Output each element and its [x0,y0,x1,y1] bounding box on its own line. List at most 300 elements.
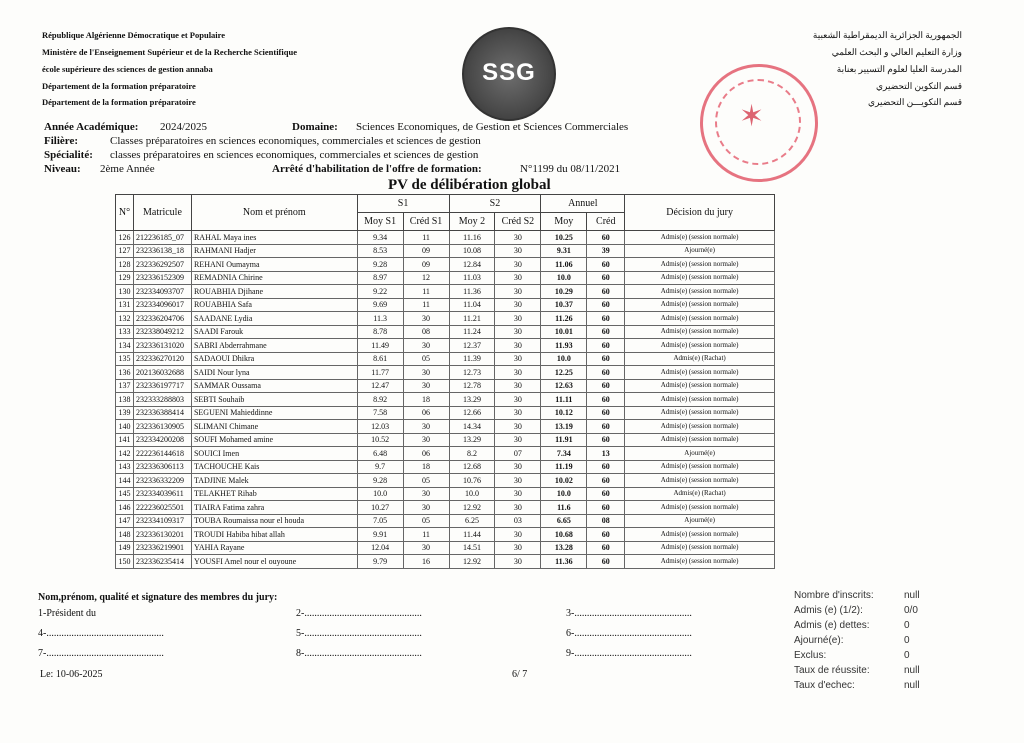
row-nom: SABRI Abderrahmane [191,339,357,353]
stat-value: 0/0 [904,605,918,616]
row-cred-s2: 30 [495,352,541,366]
row-num: 132 [116,312,134,326]
row-cred-s1: 11 [403,528,449,542]
row-moy-s2: 12.66 [449,406,495,420]
row-decision: Admis(e) (session normale) [625,420,775,434]
row-moy-s2: 8.2 [449,447,495,461]
stat-label: Admis (e) dettes: [794,620,870,631]
row-moy: 11.36 [541,555,587,569]
header-department-2: Département de la formation préparatoire [42,97,196,107]
school-logo [462,27,556,121]
row-moy: 11.19 [541,460,587,474]
niveau-value: 2ème Année [100,163,155,175]
row-cred-s1: 11 [403,298,449,312]
stat-label: Exclus: [794,650,827,661]
row-moy: 11.26 [541,312,587,326]
row-cred-s1: 05 [403,514,449,528]
stat-value: null [904,590,920,601]
row-moy-s2: 11.39 [449,352,495,366]
row-num: 140 [116,420,134,434]
row-cred: 13 [587,447,625,461]
row-moy: 7.34 [541,447,587,461]
row-moy: 10.0 [541,271,587,285]
row-cred-s1: 11 [403,285,449,299]
row-moy-s2: 12.68 [449,460,495,474]
row-cred: 60 [587,420,625,434]
row-cred: 60 [587,474,625,488]
row-cred-s2: 07 [495,447,541,461]
row-matricule: 232336388414 [133,406,191,420]
row-cred-s1: 30 [403,420,449,434]
row-moy-s1: 9.69 [357,298,403,312]
row-moy-s2: 12.78 [449,379,495,393]
row-moy-s1: 9.34 [357,231,403,245]
row-cred: 39 [587,244,625,258]
row-nom: SAADI Farouk [191,325,357,339]
row-decision: Admis(e) (session normale) [625,285,775,299]
row-moy-s2: 14.34 [449,420,495,434]
col-matricule: Matricule [133,195,191,231]
row-moy-s1: 10.0 [357,487,403,501]
row-cred-s2: 30 [495,231,541,245]
row-decision: Admis(e) (session normale) [625,433,775,447]
row-decision: Admis(e) (session normale) [625,460,775,474]
row-cred-s1: 09 [403,244,449,258]
row-num: 146 [116,501,134,515]
stat-label: Ajourné(e): [794,635,844,646]
row-moy-s2: 12.73 [449,366,495,380]
stat-value: null [904,665,920,676]
row-moy-s1: 9.28 [357,258,403,272]
header-ar-school: المدرسة العليا لعلوم التسيير بعنابة [836,64,962,74]
table-row [116,528,775,542]
row-cred-s2: 30 [495,298,541,312]
row-cred: 60 [587,339,625,353]
row-cred-s1: 30 [403,379,449,393]
row-moy-s2: 12.84 [449,258,495,272]
row-num: 145 [116,487,134,501]
row-moy: 11.11 [541,393,587,407]
row-decision: Admis(e) (session normale) [625,393,775,407]
col-annuel: Annuel [541,195,625,213]
stat-value: 0 [904,650,910,661]
row-decision: Ajourné(e) [625,244,775,258]
col-moy-2: Moy 2 [449,213,495,231]
annee-value: 2024/2025 [160,121,208,133]
row-num: 137 [116,379,134,393]
row-moy-s1: 11.49 [357,339,403,353]
row-nom: SLIMANI Chimane [191,420,357,434]
table-row [116,501,775,515]
row-cred-s1: 08 [403,325,449,339]
row-cred-s2: 30 [495,555,541,569]
row-matricule: 232336204706 [133,312,191,326]
col-cred-s1: Créd S1 [403,213,449,231]
header-department: Département de la formation préparatoire [42,81,196,91]
row-num: 127 [116,244,134,258]
row-cred-s2: 30 [495,258,541,272]
row-nom: TOUBA Roumaissa nour el houda [191,514,357,528]
row-moy: 11.06 [541,258,587,272]
row-moy: 10.25 [541,231,587,245]
niveau-label: Niveau: [44,163,81,175]
row-num: 129 [116,271,134,285]
col-decision: Décision du jury [625,195,775,231]
table-row [116,379,775,393]
row-moy: 10.37 [541,298,587,312]
header-ar-ministry: وزارة التعليم العالي و البحث العلمي [831,47,962,57]
jury-line-9: 9-............................................... [566,648,692,659]
table-row [116,285,775,299]
row-moy: 10.02 [541,474,587,488]
row-decision: Admis(e) (session normale) [625,528,775,542]
filiere-value: Classes préparatoires en sciences economiques, commerciales et sciences de gestion [110,135,481,147]
row-moy-s1: 8.78 [357,325,403,339]
row-moy: 9.31 [541,244,587,258]
row-num: 147 [116,514,134,528]
stat-label: Taux de réussite: [794,665,870,676]
row-cred-s1: 16 [403,555,449,569]
row-moy: 13.19 [541,420,587,434]
row-moy: 10.29 [541,285,587,299]
row-cred-s1: 18 [403,460,449,474]
row-cred-s2: 30 [495,393,541,407]
row-matricule: 232338049212 [133,325,191,339]
row-nom: SEGUENI Mahieddinne [191,406,357,420]
row-num: 150 [116,555,134,569]
table-row [116,555,775,569]
row-decision: Admis(e) (Rachat) [625,352,775,366]
arrete-label: Arrêté d'habilitation de l'offre de formation: [272,163,482,175]
row-cred-s2: 30 [495,244,541,258]
row-moy-s2: 11.16 [449,231,495,245]
row-moy: 6.65 [541,514,587,528]
row-cred: 60 [587,312,625,326]
row-cred: 60 [587,231,625,245]
row-num: 135 [116,352,134,366]
row-matricule: 232334039611 [133,487,191,501]
logo-text: SSG [482,59,536,86]
table-row [116,352,775,366]
row-cred-s1: 30 [403,541,449,555]
table-row [116,339,775,353]
row-matricule: 232336219901 [133,541,191,555]
row-nom: ROUABHIA Djihane [191,285,357,299]
row-moy-s2: 11.21 [449,312,495,326]
row-matricule: 232336152309 [133,271,191,285]
row-moy-s1: 10.27 [357,501,403,515]
row-matricule: 222236025501 [133,501,191,515]
row-cred-s2: 30 [495,271,541,285]
domaine-label: Domaine: [292,121,338,133]
row-cred-s2: 30 [495,433,541,447]
row-nom: SAMMAR Oussama [191,379,357,393]
row-cred: 60 [587,366,625,380]
row-moy-s1: 11.77 [357,366,403,380]
row-decision: Admis(e) (session normale) [625,231,775,245]
row-moy: 10.01 [541,325,587,339]
row-moy: 12.63 [541,379,587,393]
header-ar-department-2: قسم التكويـــن التحضيري [868,97,962,107]
arrete-value: N°1199 du 08/11/2021 [520,163,621,175]
row-cred-s1: 30 [403,501,449,515]
table-row [116,325,775,339]
col-s2: S2 [449,195,541,213]
jury-line-3: 3-............................................... [566,608,692,619]
row-moy-s1: 7.05 [357,514,403,528]
row-cred: 08 [587,514,625,528]
table-row [116,406,775,420]
col-cred-s2: Créd S2 [495,213,541,231]
row-moy-s1: 9.28 [357,474,403,488]
row-moy-s2: 12.37 [449,339,495,353]
document-date: Le: 10-06-2025 [40,669,103,680]
table-row [116,271,775,285]
row-nom: SOUICI Imen [191,447,357,461]
row-cred-s2: 30 [495,420,541,434]
jury-line-8: 8-............................................... [296,648,422,659]
row-decision: Admis(e) (session normale) [625,325,775,339]
row-cred: 60 [587,352,625,366]
row-moy-s2: 12.92 [449,555,495,569]
col-moy: Moy [541,213,587,231]
row-cred-s2: 30 [495,325,541,339]
jury-line-1: 1-Président du [38,608,97,619]
row-cred: 60 [587,460,625,474]
row-cred: 60 [587,487,625,501]
row-moy-s2: 12.92 [449,501,495,515]
row-matricule: 232334109317 [133,514,191,528]
row-cred: 60 [587,406,625,420]
row-moy: 10.68 [541,528,587,542]
filiere-label: Filière: [44,135,78,147]
col-moy-s1: Moy S1 [357,213,403,231]
row-moy: 13.28 [541,541,587,555]
row-cred: 60 [587,393,625,407]
row-moy-s1: 11.3 [357,312,403,326]
col-cred: Créd [587,213,625,231]
row-matricule: 232336138_18 [133,244,191,258]
specialite-label: Spécialité: [44,149,93,161]
row-cred-s1: 12 [403,271,449,285]
row-moy-s1: 9.22 [357,285,403,299]
row-cred: 60 [587,433,625,447]
row-matricule: 232334093707 [133,285,191,299]
row-decision: Admis(e) (session normale) [625,312,775,326]
col-s1: S1 [357,195,449,213]
row-matricule: 232336270120 [133,352,191,366]
row-num: 148 [116,528,134,542]
row-nom: YOUSFI Amel nour el ouyoune [191,555,357,569]
row-moy: 11.6 [541,501,587,515]
row-cred: 60 [587,501,625,515]
official-stamp [700,64,818,182]
stamp-star-icon: ✶ [739,100,765,133]
row-moy-s1: 9.79 [357,555,403,569]
jury-line-4: 4-............................................... [38,628,164,639]
row-decision: Admis(e) (session normale) [625,379,775,393]
row-matricule: 232333288803 [133,393,191,407]
row-num: 136 [116,366,134,380]
jury-line-5: 5-............................................... [296,628,422,639]
row-matricule: 232336131020 [133,339,191,353]
col-nom: Nom et prénom [191,195,357,231]
row-cred: 60 [587,541,625,555]
row-cred-s1: 05 [403,352,449,366]
row-num: 149 [116,541,134,555]
jury-title: Nom,prénom, qualité et signature des membres du jury: [38,592,278,603]
row-num: 141 [116,433,134,447]
row-moy: 10.0 [541,487,587,501]
header-ministry: Ministère de l'Enseignement Supérieur et de la Recherche Scientifique [42,47,297,57]
row-moy-s1: 8.92 [357,393,403,407]
row-decision: Admis(e) (session normale) [625,555,775,569]
row-matricule: 232336197717 [133,379,191,393]
stat-value: null [904,680,920,691]
row-moy-s2: 13.29 [449,393,495,407]
row-num: 142 [116,447,134,461]
row-nom: RAHAL Maya ines [191,231,357,245]
row-moy-s1: 8.97 [357,271,403,285]
row-decision: Admis(e) (session normale) [625,366,775,380]
row-cred-s1: 06 [403,447,449,461]
row-moy-s2: 14.51 [449,541,495,555]
row-matricule: 212236185_07 [133,231,191,245]
table-row [116,460,775,474]
row-decision: Admis(e) (Rachat) [625,487,775,501]
row-moy-s2: 13.29 [449,433,495,447]
header-school: école supérieure des sciences de gestion annaba [42,64,213,74]
row-cred-s2: 30 [495,487,541,501]
row-cred: 60 [587,258,625,272]
row-cred-s1: 11 [403,231,449,245]
specialite-value: classes préparatoires en sciences economiques, commerciales et sciences de gestion [110,149,479,161]
deliberation-table [115,194,775,569]
row-cred-s1: 30 [403,487,449,501]
row-matricule: 232336292507 [133,258,191,272]
row-moy: 12.25 [541,366,587,380]
table-row [116,474,775,488]
row-matricule: 232336306113 [133,460,191,474]
row-nom: TADJINE Malek [191,474,357,488]
row-nom: TELAKHET Rihab [191,487,357,501]
page-number: 6/ 7 [512,669,528,680]
row-decision: Admis(e) (session normale) [625,339,775,353]
jury-line-7: 7-............................................... [38,648,164,659]
row-moy-s1: 9.7 [357,460,403,474]
row-nom: TROUDI Habiba hibat allah [191,528,357,542]
stat-value: 0 [904,635,910,646]
row-moy: 11.91 [541,433,587,447]
row-cred-s2: 30 [495,501,541,515]
row-moy: 10.0 [541,352,587,366]
stat-value: 0 [904,620,910,631]
row-decision: Admis(e) (session normale) [625,298,775,312]
row-nom: REHANI Oumayma [191,258,357,272]
row-cred-s2: 30 [495,541,541,555]
row-moy: 11.93 [541,339,587,353]
row-moy-s2: 10.08 [449,244,495,258]
page-title: PV de délibération global [388,177,551,193]
table-row [116,447,775,461]
row-moy: 10.12 [541,406,587,420]
row-moy-s1: 8.53 [357,244,403,258]
row-cred-s2: 30 [495,406,541,420]
row-cred-s2: 30 [495,379,541,393]
row-moy-s1: 12.04 [357,541,403,555]
row-nom: SOUFI Mohamed amine [191,433,357,447]
row-decision: Admis(e) (session normale) [625,474,775,488]
row-nom: YAHIA Rayane [191,541,357,555]
row-cred-s2: 03 [495,514,541,528]
row-cred: 60 [587,298,625,312]
row-matricule: 232336332209 [133,474,191,488]
table-row [116,231,775,245]
row-cred: 60 [587,285,625,299]
row-nom: TIAIRA Fatima zahra [191,501,357,515]
row-nom: REMADNIA Chirine [191,271,357,285]
row-decision: Admis(e) (session normale) [625,406,775,420]
row-cred-s2: 30 [495,366,541,380]
row-cred: 60 [587,379,625,393]
row-cred-s1: 30 [403,339,449,353]
row-nom: SAIDI Nour lyna [191,366,357,380]
table-row [116,514,775,528]
row-matricule: 232334096017 [133,298,191,312]
row-moy-s2: 11.03 [449,271,495,285]
table-row [116,393,775,407]
row-moy-s2: 11.24 [449,325,495,339]
table-row [116,420,775,434]
row-matricule: 232336130201 [133,528,191,542]
row-cred-s1: 06 [403,406,449,420]
row-moy-s2: 10.76 [449,474,495,488]
row-cred-s1: 09 [403,258,449,272]
row-decision: Ajourné(e) [625,447,775,461]
table-row [116,366,775,380]
row-cred-s1: 30 [403,366,449,380]
domaine-value: Sciences Economiques, de Gestion et Sciences Commerciales [356,121,629,133]
table-row [116,487,775,501]
row-matricule: 232336130905 [133,420,191,434]
row-num: 126 [116,231,134,245]
row-moy-s1: 12.03 [357,420,403,434]
row-moy-s1: 9.91 [357,528,403,542]
table-row [116,298,775,312]
row-matricule: 232336235414 [133,555,191,569]
row-cred-s1: 30 [403,433,449,447]
row-num: 134 [116,339,134,353]
stat-label: Taux d'echec: [794,680,855,691]
jury-line-6: 6-............................................... [566,628,692,639]
row-moy-s1: 12.47 [357,379,403,393]
row-cred: 60 [587,555,625,569]
row-cred: 60 [587,528,625,542]
row-cred: 60 [587,325,625,339]
row-nom: SADAOUI Dhikra [191,352,357,366]
row-num: 130 [116,285,134,299]
table-row [116,433,775,447]
row-decision: Admis(e) (session normale) [625,501,775,515]
row-moy-s1: 8.61 [357,352,403,366]
row-cred-s2: 30 [495,285,541,299]
row-num: 128 [116,258,134,272]
row-cred-s1: 30 [403,312,449,326]
table-row [116,258,775,272]
stat-label: Nombre d'inscrits: [794,590,874,601]
row-num: 133 [116,325,134,339]
row-moy-s2: 11.44 [449,528,495,542]
